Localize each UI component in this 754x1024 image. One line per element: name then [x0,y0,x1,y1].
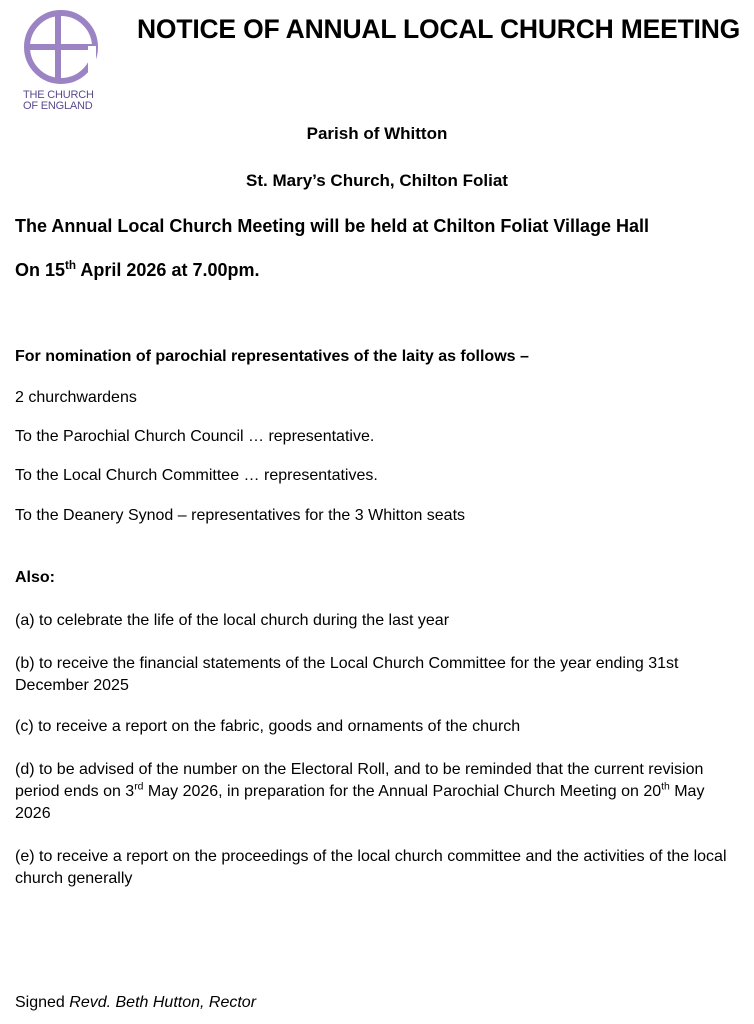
nomination-item: To the Deanery Synod – representatives for the 3 Whitton seats [15,507,466,524]
agenda-d-part3: May 2026 [15,783,705,822]
church-name: St. Mary’s Church, Chilton Foliat [246,171,508,190]
agenda-item-d [15,759,735,825]
nominations-heading: For nomination of parochial representatives of the laity as follows – [15,348,529,365]
logo-line-2: OF ENGLAND [23,100,93,112]
logo-line-1: THE CHURCH [23,89,94,101]
date-suffix-sup: th [65,259,77,272]
agenda-item-c: (c) to receive a report on the fabric, goods and ornaments of the church [15,718,521,735]
signature [15,994,256,1012]
agenda-d-part2: May 2026, in preparation for the Annual Parochial Church Meeting on 20 [143,783,662,800]
date-prefix: On 15 [15,260,66,280]
signatory-name: Revd. Beth Hutton, Rector [69,994,257,1011]
nomination-item: To the Local Church Committee … representatives. [15,467,378,484]
nomination-item: To the Parochial Church Council … representative. [15,428,375,445]
cross-circle-icon [22,8,100,86]
church-of-england-logo [16,8,112,112]
agenda-d-sup2: th [661,781,670,793]
agenda-item-a: (a) to celebrate the life of the local church during the last year [15,612,450,629]
agenda-item-b: (b) to receive the financial statements of the Local Church Committee for the year ending 31st December 2025 [15,655,679,694]
agenda-item-e: (e) to receive a report on the proceedings of the local church committee and the activities of the local church generally [15,848,727,887]
agenda-d-sup1: rd [134,781,144,793]
also-heading: Also: [15,569,55,586]
parish-name: Parish of Whitton [306,124,448,143]
logo-text [23,90,112,112]
agenda-d-part1: (d) to be advised of the number on the Electoral Roll, and to be reminded that the current revision period ends on 3 [15,761,704,800]
signature-label: Signed [15,994,70,1011]
meeting-date [15,260,259,281]
page-title: NOTICE OF ANNUAL LOCAL CHURCH MEETING [137,14,741,44]
date-rest: April 2026 at 7.00pm. [76,260,260,280]
nomination-item: 2 churchwardens [15,389,137,406]
meeting-location: The Annual Local Church Meeting will be held at Chilton Foliat Village Hall [15,216,650,236]
